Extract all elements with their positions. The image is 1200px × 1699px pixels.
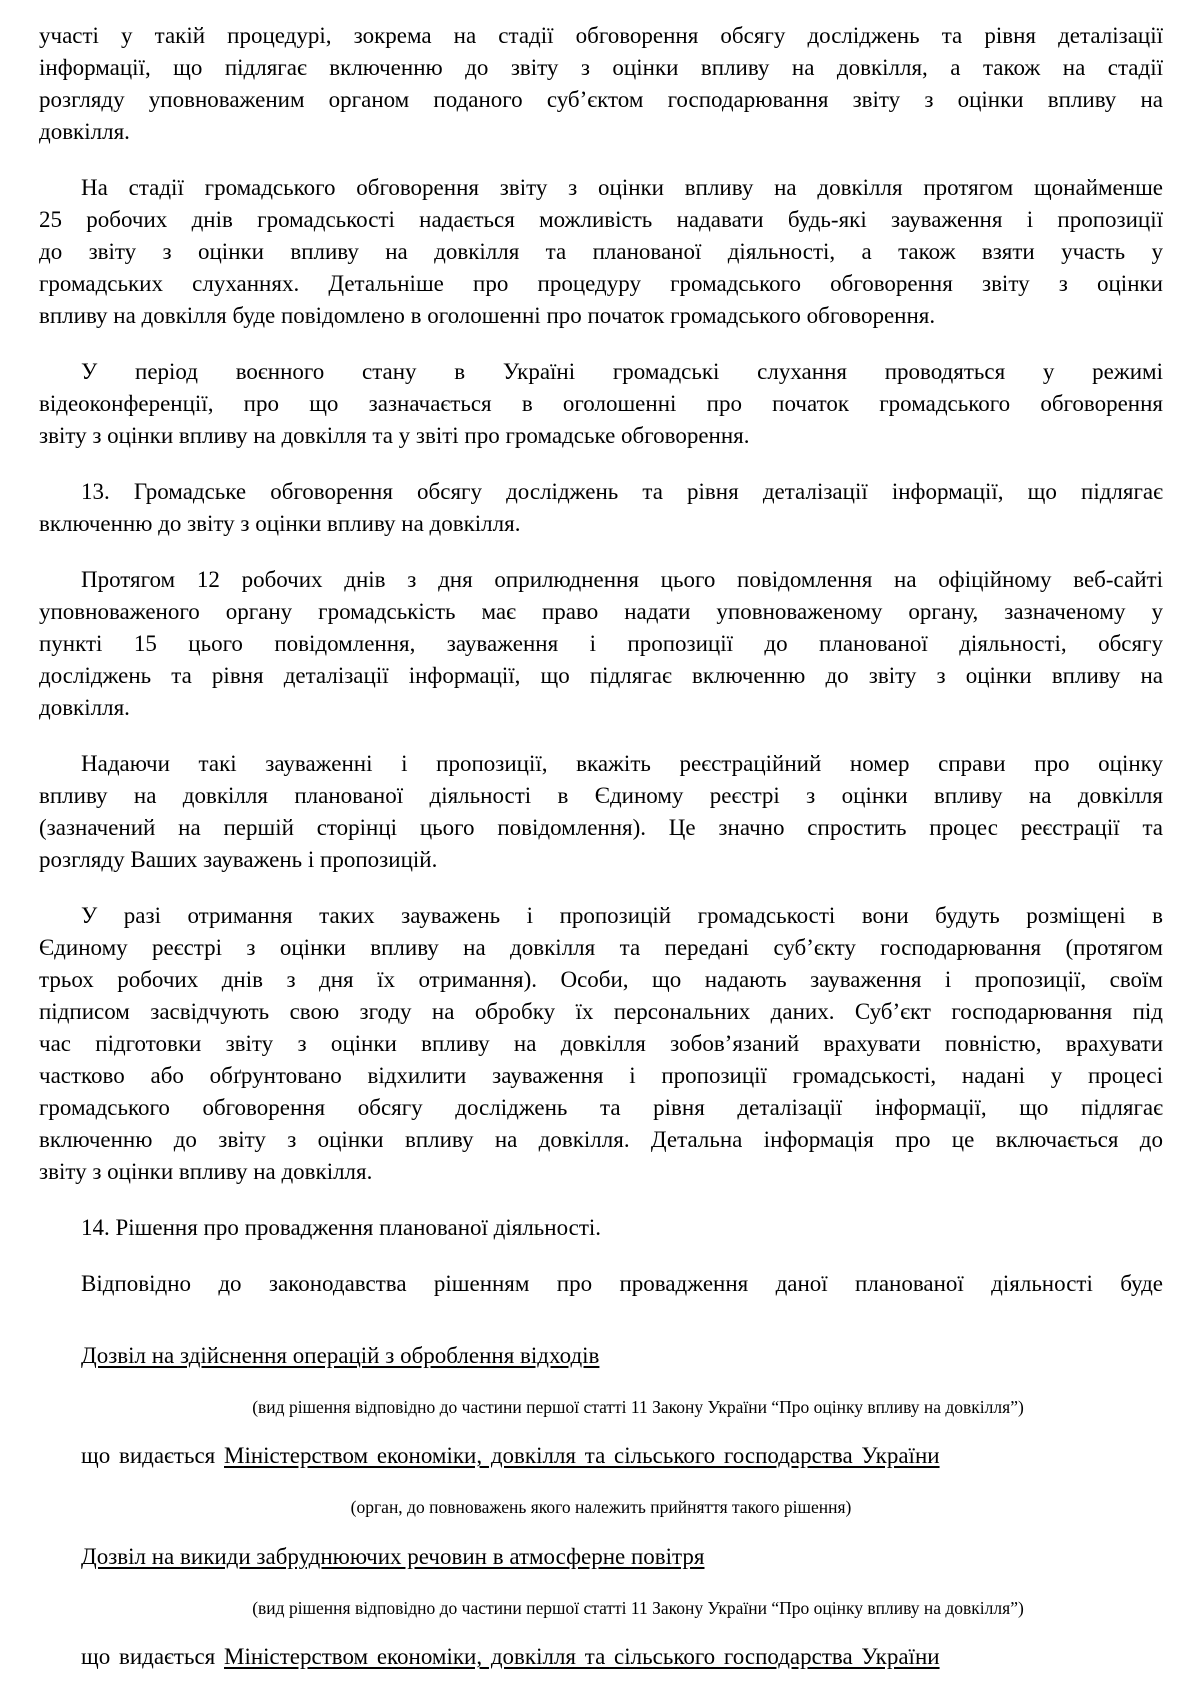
text-line: впливу на довкілля планованої діяльності в Єдиному реєстрі з оцінки впливу на довкілля	[39, 783, 1163, 808]
issuer-name: Міністерством економіки, довкілля та сільського господарства України	[224, 1443, 940, 1468]
decision-title-text: Дозвіл на викиди забруднюючих речовин в атмосферне повітря	[81, 1544, 705, 1569]
section-13-heading	[39, 476, 1163, 540]
text-line: громадських слуханнях. Детальніше про процедуру громадського обговорення звіту з оцінки	[39, 271, 1163, 296]
decision-title	[39, 1340, 1163, 1372]
text-line: 25 робочих днів громадськості надається можливість надавати будь-які зауваження і пропозиції	[39, 207, 1163, 232]
decision-type-note: (вид рішення відповідно до частини першої статті 11 Закону України “Про оцінку впливу на довкілля”)	[252, 1397, 1024, 1417]
paragraph	[39, 172, 1163, 332]
text-line: трьох робочих днів з дня їх отримання). Особи, що надають зауваження і пропозиції, своїм	[39, 967, 1163, 992]
paragraph	[39, 900, 1163, 1188]
text-line: довкілля.	[39, 695, 130, 720]
issuer-line	[39, 1440, 1163, 1472]
decision-type-note: (вид рішення відповідно до частини першої статті 11 Закону України “Про оцінку впливу на довкілля”)	[252, 1598, 1024, 1618]
decision-title	[39, 1541, 1163, 1573]
text-line: інформації, що підлягає включенню до звіту з оцінки впливу на довкілля, а також на стадії	[39, 55, 1163, 80]
issuer-prefix: що видається	[81, 1644, 224, 1669]
text-line: до звіту з оцінки впливу на довкілля та планованої діяльності, а також взяти участь у	[39, 239, 1163, 264]
text-line: час підготовки звіту з оцінки впливу на довкілля зобов’язаний врахувати повністю, врахувати	[39, 1031, 1163, 1056]
text-line: У разі отримання таких зауважень і пропозицій громадськості вони будуть розміщені в	[81, 903, 1163, 928]
text-line: 13. Громадське обговорення обсягу досліджень та рівня деталізації інформації, що підлягає	[81, 479, 1163, 504]
text-line: Надаючи такі зауваженні і пропозиції, вкажіть реєстраційний номер справи про оцінку	[81, 751, 1163, 776]
issuer-prefix: що видається	[81, 1443, 224, 1468]
text-line: Протягом 12 робочих днів з дня оприлюднення цього повідомлення на офіційному веб-сайті	[81, 567, 1163, 592]
text-line: досліджень та рівня деталізації інформації, що підлягає включенню до звіту з оцінки впливу на	[39, 663, 1163, 688]
text-line: відеоконференції, про що зазначається в оголошенні про початок громадського обговорення	[39, 391, 1163, 416]
text-line: розгляду Ваших зауважень і пропозицій.	[39, 847, 438, 872]
paragraph	[39, 1268, 1163, 1300]
text-line: включенню до звіту з оцінки впливу на довкілля. Детальна інформація про це включається до	[39, 1127, 1163, 1152]
text-line: пункті 15 цього повідомлення, зауваження і пропозиції до планованої діяльності, обсягу	[39, 631, 1163, 656]
authority-note: (орган, до повноважень якого належить прийняття такого рішення)	[350, 1497, 852, 1517]
text-line: довкілля.	[39, 119, 130, 144]
issuer-name: Міністерством економіки, довкілля та сільського господарства України	[224, 1644, 940, 1669]
paragraph	[39, 20, 1163, 148]
text-line: Єдиному реєстрі з оцінки впливу на довкілля та передані суб’єкту господарювання (протягом	[39, 935, 1163, 960]
text-line: Відповідно до законодавства рішенням про провадження даної планованої діяльності буде	[81, 1271, 1163, 1296]
paragraph	[39, 356, 1163, 452]
text-line: участі у такій процедурі, зокрема на стадії обговорення обсягу досліджень та рівня деталізації	[39, 23, 1163, 48]
paragraph	[39, 564, 1163, 724]
text-line: звіту з оцінки впливу на довкілля.	[39, 1159, 373, 1184]
text-line: (зазначений на першій сторінці цього повідомлення). Це значно спростить процес реєстрації та	[39, 815, 1163, 840]
issuer-line	[39, 1641, 1163, 1673]
text-line: впливу на довкілля буде повідомлено в оголошенні про початок громадського обговорення.	[39, 303, 936, 328]
text-line: включенню до звіту з оцінки впливу на довкілля.	[39, 511, 521, 536]
text-line: уповноваженого органу громадськість має право надати уповноваженому органу, зазначеному у	[39, 599, 1163, 624]
text-line: підписом засвідчують свою згоду на обробку їх персональних даних. Суб’єкт господарювання під	[39, 999, 1163, 1024]
text-line: 14. Рішення про провадження планованої діяльності.	[81, 1215, 602, 1240]
text-line: звіту з оцінки впливу на довкілля та у звіті про громадське обговорення.	[39, 423, 750, 448]
text-line: У період воєнного стану в Україні громадські слухання проводяться у режимі	[81, 359, 1163, 384]
paragraph	[39, 748, 1163, 876]
decision-title-text: Дозвіл на здійснення операцій з оброблення відходів	[81, 1343, 600, 1368]
section-14-heading	[39, 1212, 1163, 1244]
text-line: громадського обговорення обсягу досліджень та рівня деталізації інформації, що підлягає	[39, 1095, 1163, 1120]
text-line: розгляду уповноваженим органом поданого суб’єктом господарювання звіту з оцінки впливу на	[39, 87, 1163, 112]
text-line: частково або обґрунтовано відхилити зауваження і пропозиції громадськості, надані у процесі	[39, 1063, 1163, 1088]
text-line: На стадії громадського обговорення звіту з оцінки впливу на довкілля протягом щонайменше	[81, 175, 1163, 200]
